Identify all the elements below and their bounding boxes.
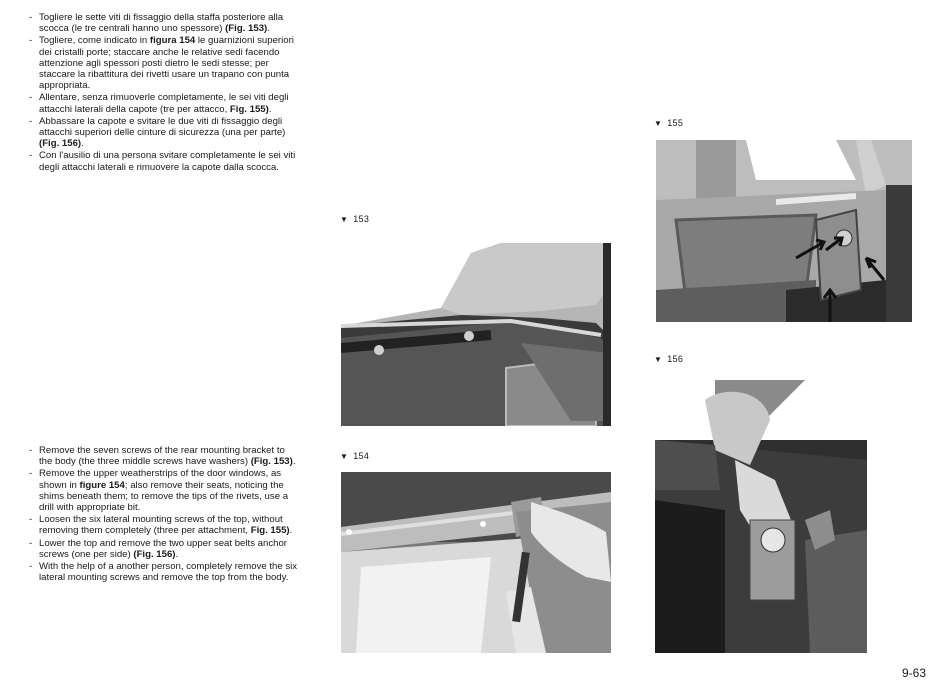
list-item: - Remove the seven screws of the rear mounting bracket to the body (the three middle screws have washers) (Fig. 153). — [28, 445, 300, 467]
figure-155-photo — [656, 140, 912, 322]
triangle-marker-icon: ▼ — [340, 215, 349, 224]
figure-154-caption: ▼ 154 — [340, 451, 370, 461]
figure-153-caption: ▼ 153 — [340, 214, 370, 224]
triangle-marker-icon: ▼ — [654, 355, 663, 364]
list-item: - Loosen the six lateral mounting screws of the top, without removing them completely (three per attachment, Fig. 155). — [28, 514, 300, 536]
triangle-marker-icon: ▼ — [654, 119, 663, 128]
list-item: - Allentare, senza rimuoverle completamente, le sei viti degli attacchi laterali della capote (tre per attacco, Fig. 155). — [28, 92, 300, 114]
figure-153-photo — [341, 243, 611, 426]
figure-154-photo — [341, 472, 611, 653]
triangle-marker-icon: ▼ — [340, 452, 349, 461]
list-item: - Lower the top and remove the two upper seat belts anchor screws (one per side) (Fig. 156). — [28, 538, 300, 560]
list-item: - With the help of a another person, completely remove the six lateral mounting screws and remove the top from the body. — [28, 561, 300, 583]
list-item: - Remove the upper weatherstrips of the door windows, as shown in figure 154; also remove their seats, noticing the shims beneath them; to remove the tips of the rivets, use a drill with appropriate bit. — [28, 468, 300, 513]
italian-instructions — [28, 12, 300, 174]
figure-156-photo — [655, 380, 867, 653]
english-instructions — [28, 445, 300, 584]
page-number: 9-63 — [901, 666, 926, 680]
figure-155-caption: ▼ 155 — [654, 118, 684, 128]
figure-156-caption: ▼ 156 — [654, 354, 684, 364]
list-item: - Togliere, come indicato in figura 154 le guarnizioni superiori dei cristalli porte; staccare anche le relative sedi facendo attenzione agli spessori posti dietro le sedi stesse; per staccare la ribattitura dei rivetti usare un trapano con punta appropriata. — [28, 35, 300, 91]
list-item: - Togliere le sette viti di fissaggio della staffa posteriore alla scocca (le tre centrali hanno uno spessore) (Fig. 153). — [28, 12, 300, 34]
list-item: - Abbassare la capote e svitare le due viti di fissaggio degli attacchi superiori delle cinture di sicurezza (una per parte) (Fig. 156). — [28, 116, 300, 150]
list-item: - Con l'ausilio di una persona svitare completamente le sei viti degli attacchi laterali e rimuovere la capote dalla scocca. — [28, 150, 300, 172]
